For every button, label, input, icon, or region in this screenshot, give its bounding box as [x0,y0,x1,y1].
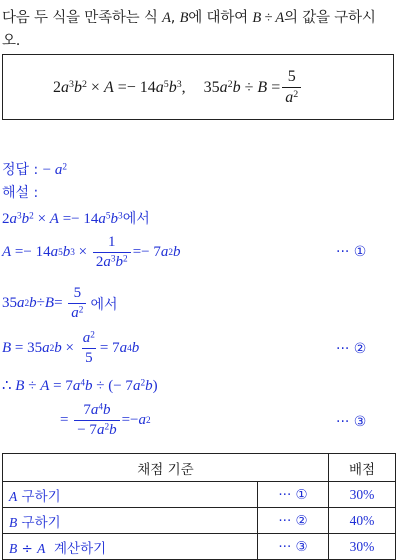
grading-criterion: B 구하기 [3,508,258,534]
solution-step-2-result: B = 35 a 2 b × $\frac{a^2}{5}$ = 7 a 4 b [2,330,140,366]
grading-table [2,453,396,560]
grading-marker: ··· ② [258,508,329,534]
grading-row [3,534,396,560]
marker-1: ··· ① [336,244,367,260]
solution-step-1-result: A =− 14 a 5 b 3 × $\frac{1}{2a^3b^2}$ =− 7 a 2 b [2,234,181,270]
marker-2: ··· ② [336,341,367,357]
solution-step-3-result: = $\frac{7a^4b}{- 7a^2b}$ =− a 2 [60,402,151,438]
given-eq-2-fraction: $\frac{5}{a^2}$ [282,68,301,107]
grading-criterion: A 구하기 [3,482,258,508]
given-eq-2: $35a^2b \div B$ = [203,78,281,96]
answer-label: 정답 : [2,162,39,178]
grading-criterion: B ÷ A 계산하기 [3,534,258,560]
grading-marker: ··· ① [258,482,329,508]
given-eq-1: $2a^3b^2 \times A =- 14a^5b^3$ [53,78,182,96]
marker-3: ··· ③ [336,414,367,430]
grading-row [3,482,396,508]
solution-step-2-given: 35 a 2 b ÷ B = $\frac{5}{a^2}$ 에서 [2,285,118,321]
given-equations-box [2,54,394,120]
question-line-2: 오. [2,33,21,49]
answer-line [2,159,67,179]
given-equations: $2a^3b^2 \times A =- 14a^5b^3$ , $35a^2b \div B$ = $\frac{5}{a^2}$ [53,68,303,107]
grading-points: 40% [329,508,396,534]
grading-points: 30% [329,482,396,508]
solution-step-3: ∴ $B \div A = 7a^4b$ ÷ (− $7a^2b$) [2,378,158,394]
question-expression: B ÷ A [252,10,285,26]
grading-header-row [3,454,396,482]
grading-points: 30% [329,534,396,560]
grading-marker: ··· ③ [258,534,329,560]
solution-label: 해설 : [2,185,39,201]
answer-value: − $a^2$ [42,162,68,178]
question-line-1: 다음 두 식을 만족하는 식 A, B에 대하여 B ÷ A의 값을 구하시 [2,10,376,26]
grading-row [3,508,396,534]
grading-header-points: 배점 [329,454,396,482]
grading-header-criteria: 채점 기준 [3,454,329,482]
solution-step-1-given: $2a^3b^2 \times A =- 14a^5b^3$에서 [2,211,150,227]
